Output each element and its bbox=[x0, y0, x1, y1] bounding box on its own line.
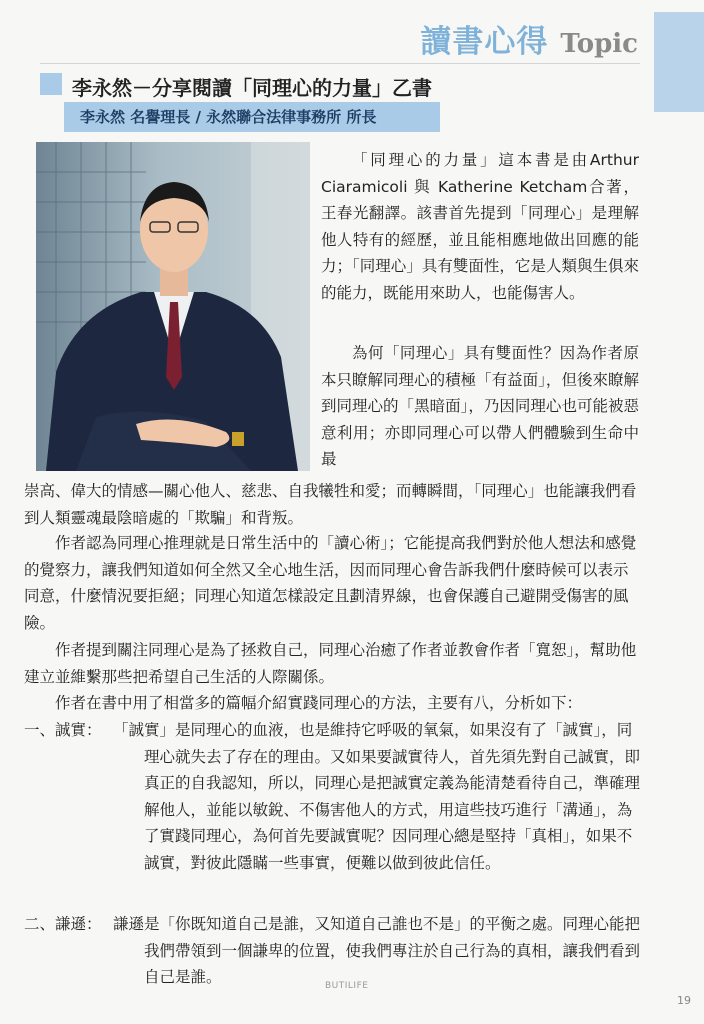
list-item-text: 「誠實」是同理心的血液，也是維持它呼吸的氧氣，如果沒有了「誠實」，同理心就失去了存在的理由。又如果要誠實待人，首先須先對自己誠實，即真正的自我認知，所以，同理心是把誠實定義為能清楚看待自己，準確理解他人，並能以敏銳、不傷害他人的方式，用這些技巧進行「溝通」，為了實踐同理心，為何首先要誠實呢？因同理心總是堅持「真相」，如果不誠實，對彼此隱瞞一些事實，便難以做到彼此信任。 bbox=[113, 721, 641, 872]
header-divider bbox=[40, 63, 640, 64]
article-title: 李永然－分享閱讀「同理心的力量」乙書 bbox=[72, 76, 432, 100]
list-item bbox=[24, 911, 644, 991]
list-item bbox=[24, 717, 644, 907]
page-number: 19 bbox=[677, 994, 691, 1007]
title-marker-icon bbox=[40, 73, 62, 95]
section-header bbox=[420, 16, 638, 61]
list-item-text: 謙遜是「你既知道自己是誰，又知道自己誰也不是」的平衡之處。同理心能把我們帶領到一個謙卑的位置，使我們專注於自己行為的真相，讓我們看到自己是誰。 bbox=[113, 915, 641, 987]
paragraph-duality-continued: 崇高、偉大的情感—關心他人、慈悲、自我犧牲和愛；而轉瞬間，「同理心」也能讓我們看到人類靈魂最陰暗處的「欺騙」和背叛。 bbox=[24, 482, 637, 527]
paragraph-intro: 「同理心的力量」這本書是由Arthur Ciaramicoli 與 Katherine Ketcham合著，王春光翻譯。該書首先提到「同理心」是理解他人特有的經歷，並且能相應地做出回應的能力；「同理心」具有雙面性，它是人類與生俱來的能力，既能用來助人，也能傷害人。 bbox=[321, 151, 639, 302]
paragraph-methods-intro: 作者在書中用了相當多的篇幅介紹實踐同理心的方法，主要有八，分析如下： bbox=[55, 694, 583, 712]
section-title-en: Topic bbox=[560, 29, 638, 59]
list-item-label: 一、誠實： bbox=[24, 721, 102, 739]
paragraph-mind-reading: 作者認為同理心推理就是日常生活中的「讀心術」；它能提高我們對於他人想法和感覺的覺察力，讓我們知道如何全然又全心地生活，因而同理心會告訴我們什麼時候可以表示同意，什麼情況要拒絕；同理心知道怎樣設定且劃清界線，也會保護自己避開受傷害的風險。 bbox=[24, 534, 637, 632]
section-title-zh: 讀書心得 bbox=[420, 24, 549, 60]
paragraph-duality: 為何「同理心」具有雙面性？因為作者原本只瞭解同理心的積極「有益面」，但後來瞭解到同理心的「黑暗面」，乃因同理心也可能被惡意利用；亦即同理心可以帶人們體驗到生命中最 bbox=[321, 344, 639, 469]
list-item-label: 二、謙遜： bbox=[24, 915, 102, 933]
footer-brand: BUTILIFE bbox=[325, 981, 369, 991]
paragraph-saving-self: 作者提到關注同理心是為了拯救自己，同理心治癒了作者並教會作者「寬恕」，幫助他建立並維繫那些把希望自己生活的人際關係。 bbox=[24, 641, 637, 686]
section-edge-tab bbox=[654, 12, 704, 112]
author-line: 李永然 名譽理長 / 永然聯合法律事務所 所長 bbox=[80, 108, 377, 126]
portrait-photo bbox=[36, 142, 310, 471]
portrait-illustration bbox=[36, 142, 310, 471]
